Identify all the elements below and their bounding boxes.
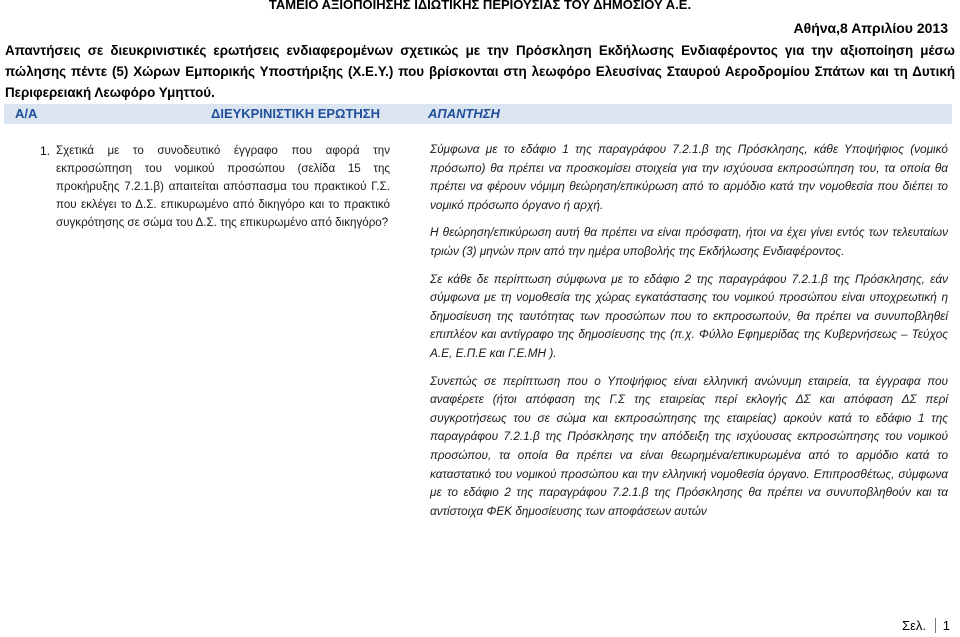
- intro-heading: Απαντήσεις σε διευκρινιστικές ερωτήσεις ενδιαφερομένων σχετικώς με την Πρόσκληση Εκδήλωσης Ενδιαφέροντος για την αξιοποίηση μέσω πώλησης πέντε (5) Χώρων Εμπορικής Υποστήριξης (Χ.Ε.Υ.) που βρίσκονται στη λεωφόρο Ελευσίνας Σταυρού Αεροδρομίου Σπάτων και τη Δυτική Περιφερειακή Λεωφόρο Υμηττού.: [5, 43, 955, 100]
- answer-block: [430, 140, 948, 529]
- table-header: [4, 104, 952, 124]
- answer-paragraph: Σύμφωνα με το εδάφιο 1 της παραγράφου 7.2.1.β της Πρόσκλησης, κάθε Υποψήφιος (νομικό πρόσωπο) θα πρέπει να προσκομίσει στοιχεία για την ισχύουσα εκπροσώπηση του, τα οποία θα πρέπει να φέρουν νόμιμη θεώρηση/επικύρωση από το αρμόδιο κατά την νομοθεσία που διέπει το νομικό πρόσωπο όργανο ή αρχή.: [430, 142, 948, 212]
- header-question: ΔΙΕΥΚΡΙΝΙΣΤΙΚΗ ΕΡΩΤΗΣΗ: [211, 106, 380, 121]
- page-number-value: 1: [942, 618, 950, 633]
- document-date: Αθήνα,8 Απριλίου 2013: [793, 20, 948, 36]
- page-label: Σελ.: [902, 618, 926, 633]
- answer-paragraph: Συνεπώς σε περίπτωση που ο Υποψήφιος είναι ελληνική ανώνυμη εταιρεία, τα έγγραφα που αναφέρετε (ήτοι απόφαση της Γ.Σ της εταιρείας περί εκλογής ΔΣ και απόφαση ΔΣ περί συγκροτήσεως του σε σώμα και εκπροσώπησης της εταιρείας) αρκούν κατά το εδάφιο 1 της παραγράφου 7.2.1.β της Πρόσκλησης την απόδειξη της ισχύουσας εκπροσώπησης του νομικού προσώπου, τα οποία θα πρέπει να είναι θεωρημένα/επικυρωμένα από το αρμόδιο κατά το καταστατικό του νομικού προσώπου και την ελληνική νομοθεσία όργανο. Επιπροσθέτως, σύμφωνα με το εδάφιο 2 της παραγράφου 7.2.1.β της Πρόσκλησης θα πρέπει να συνυποβληθούν και τα αντίστοιχα ΦΕΚ δημοσίευσης των αποφάσεων αυτών: [430, 373, 948, 518]
- header-aa: Α/Α: [15, 106, 38, 121]
- answer-paragraph: Σε κάθε δε περίπτωση σύμφωνα με το εδάφιο 2 της παραγράφου 7.2.1.β της Πρόσκλησης, εάν σύμφωνα με τη νομοθεσία της χώρας εγκατάστασης του νομικού προσώπου είναι υποχρεωτική η δημοσίευση της ταυτότητας των προσώπων που το εκπροσωπούν, θα πρέπει να συνυποβληθεί επιπλέον και αντίγραφο της δημοσίευσης της (π.χ. Φύλλο Εφημερίδας της Κυβερνήσεως – Τεύχος Α.Ε, Ε.Π.Ε και Γ.Ε.ΜΗ ).: [430, 271, 948, 360]
- page-number: [902, 618, 950, 633]
- document-title: ΤΑΜΕΙΟ ΑΞΙΟΠΟΙΗΣΗΣ ΙΔΙΩΤΙΚΗΣ ΠΕΡΙΟΥΣΙΑΣ ΤΟΥ ΔΗΜΟΣΙΟΥ Α.Ε.: [268, 0, 692, 12]
- question-text: Σχετικά με το συνοδευτικό έγγραφο που αφορά την εκπροσώπηση του νομικού προσώπου (σελίδα 15 της προκήρυξης 7.2.1.β) απαιτείται απόσπασμα του πρακτικού Γ.Σ. που εκλέγει το Δ.Σ. επικυρωμένο από δικηγόρο και το πρακτικό συγκρότησης σε σώμα του Δ.Σ. της επικυρωμένο από δικηγόρο?: [56, 144, 390, 229]
- row-number: 1.: [40, 144, 51, 158]
- answer-paragraph: Η θεώρηση/επικύρωση αυτή θα πρέπει να είναι πρόσφατη, ήτοι να έχει γίνει εντός των τελευταίων τριών (3) μηνών πριν από την ημέρα υποβολής της Εκδήλωσης Ενδιαφέροντος.: [430, 225, 948, 258]
- header-answer: ΑΠΑΝΤΗΣΗ: [428, 106, 500, 121]
